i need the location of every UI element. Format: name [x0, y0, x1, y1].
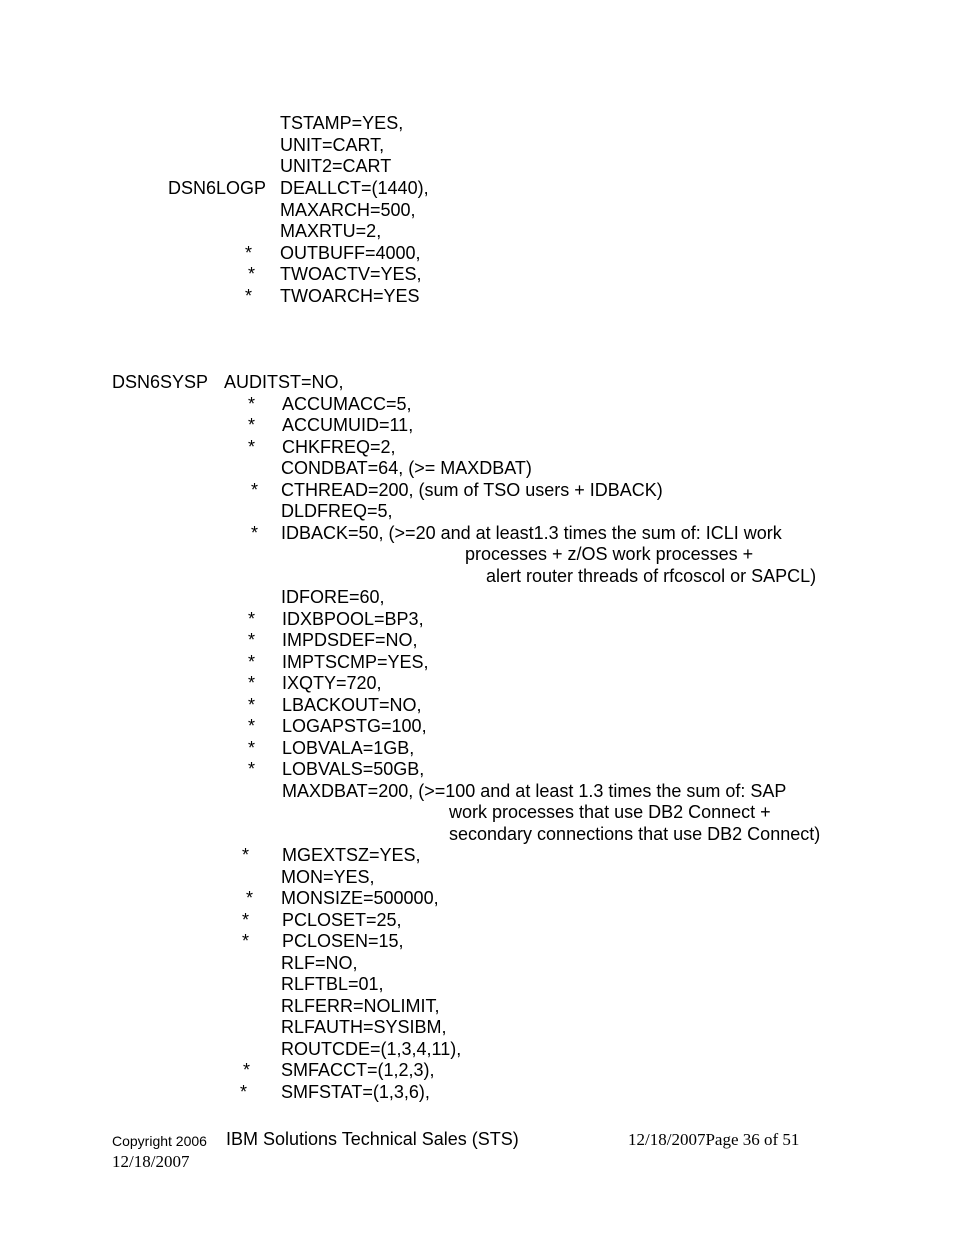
asterisk-marker: * — [240, 1082, 248, 1102]
asterisk-marker: * — [246, 888, 254, 908]
asterisk-marker: * — [248, 738, 256, 758]
param-cthread: CTHREAD=200, (sum of TSO users + IDBACK) — [281, 480, 663, 500]
asterisk-marker: * — [248, 716, 256, 736]
asterisk-marker: * — [251, 523, 259, 543]
param-tstamp: TSTAMP=YES, — [280, 113, 404, 133]
param-idfore: IDFORE=60, — [281, 587, 385, 607]
asterisk-marker: * — [248, 437, 256, 457]
param-rlfauth: RLFAUTH=SYSIBM, — [281, 1017, 447, 1037]
macro-dsn6logp: DSN6LOGP — [168, 178, 267, 198]
param-ixqty: IXQTY=720, — [282, 673, 382, 693]
param-smfacct: SMFACCT=(1,2,3), — [281, 1060, 435, 1080]
footer-company: IBM Solutions Technical Sales (STS) — [226, 1129, 519, 1149]
param-pcloset: PCLOSET=25, — [282, 910, 402, 930]
asterisk-marker: * — [248, 264, 256, 284]
macro-dsn6sysp: DSN6SYSP — [112, 372, 209, 392]
param-twoarch: TWOARCH=YES — [280, 286, 420, 306]
param-lbackout: LBACKOUT=NO, — [282, 695, 422, 715]
asterisk-marker: * — [248, 673, 256, 693]
param-condbat: CONDBAT=64, (>= MAXDBAT) — [281, 458, 532, 478]
asterisk-marker: * — [245, 243, 253, 263]
param-lobvals: LOBVALS=50GB, — [282, 759, 425, 779]
asterisk-marker: * — [242, 845, 250, 865]
param-accumuid: ACCUMUID=11, — [282, 415, 414, 435]
param-rlftbl: RLFTBL=01, — [281, 974, 384, 994]
asterisk-marker: * — [243, 1060, 251, 1080]
param-chkfreq: CHKFREQ=2, — [282, 437, 396, 457]
param-idxbpool: IDXBPOOL=BP3, — [282, 609, 424, 629]
param-rlferr: RLFERR=NOLIMIT, — [281, 996, 440, 1016]
asterisk-marker: * — [248, 609, 256, 629]
param-lobvala: LOBVALA=1GB, — [282, 738, 415, 758]
asterisk-marker: * — [248, 652, 256, 672]
asterisk-marker: * — [251, 480, 259, 500]
footer-date: 12/18/2007 — [112, 1152, 190, 1171]
asterisk-marker: * — [242, 931, 250, 951]
param-rlf: RLF=NO, — [281, 953, 358, 973]
param-routcde: ROUTCDE=(1,3,4,11), — [281, 1039, 462, 1059]
param-smfstat: SMFSTAT=(1,3,6), — [281, 1082, 430, 1102]
param-outbuff: OUTBUFF=4000, — [280, 243, 421, 263]
asterisk-marker: * — [242, 910, 250, 930]
param-logapstg: LOGAPSTG=100, — [282, 716, 427, 736]
param-impdsdef: IMPDSDEF=NO, — [282, 630, 418, 650]
footer-copyright: Copyright 2006 — [112, 1133, 207, 1149]
param-maxdbat-continuation: work processes that use DB2 Connect + — [449, 802, 771, 822]
param-maxdbat: MAXDBAT=200, (>=100 and at least 1.3 times the sum of: SAP — [282, 781, 787, 801]
asterisk-marker: * — [248, 695, 256, 715]
param-imptscmp: IMPTSCMP=YES, — [282, 652, 429, 672]
param-mgextsz: MGEXTSZ=YES, — [282, 845, 421, 865]
param-pclosen: PCLOSEN=15, — [282, 931, 404, 951]
param-unit: UNIT=CART, — [280, 135, 385, 155]
param-idback-continuation: processes + z/OS work processes + — [465, 544, 754, 564]
asterisk-marker: * — [248, 415, 256, 435]
param-twoactv: TWOACTV=YES, — [280, 264, 422, 284]
param-auditst: AUDITST=NO, — [224, 372, 344, 392]
param-maxrtu: MAXRTU=2, — [280, 221, 382, 241]
footer-date-page: 12/18/2007Page 36 of 51 — [628, 1130, 800, 1149]
param-mon: MON=YES, — [281, 867, 375, 887]
param-maxarch: MAXARCH=500, — [280, 200, 416, 220]
asterisk-marker: * — [245, 286, 253, 306]
param-monsize: MONSIZE=500000, — [281, 888, 439, 908]
asterisk-marker: * — [248, 759, 256, 779]
param-idback: IDBACK=50, (>=20 and at least1.3 times the sum of: ICLI work — [281, 523, 782, 543]
asterisk-marker: * — [248, 394, 256, 414]
param-accumacc: ACCUMACC=5, — [282, 394, 412, 414]
param-idback-continuation: alert router threads of rfcoscol or SAPCL) — [486, 566, 817, 586]
param-dldfreq: DLDFREQ=5, — [281, 501, 393, 521]
param-deallct: DEALLCT=(1440), — [280, 178, 429, 198]
asterisk-marker: * — [248, 630, 256, 650]
param-unit2: UNIT2=CART — [280, 156, 392, 176]
param-maxdbat-continuation: secondary connections that use DB2 Connect) — [449, 824, 821, 844]
